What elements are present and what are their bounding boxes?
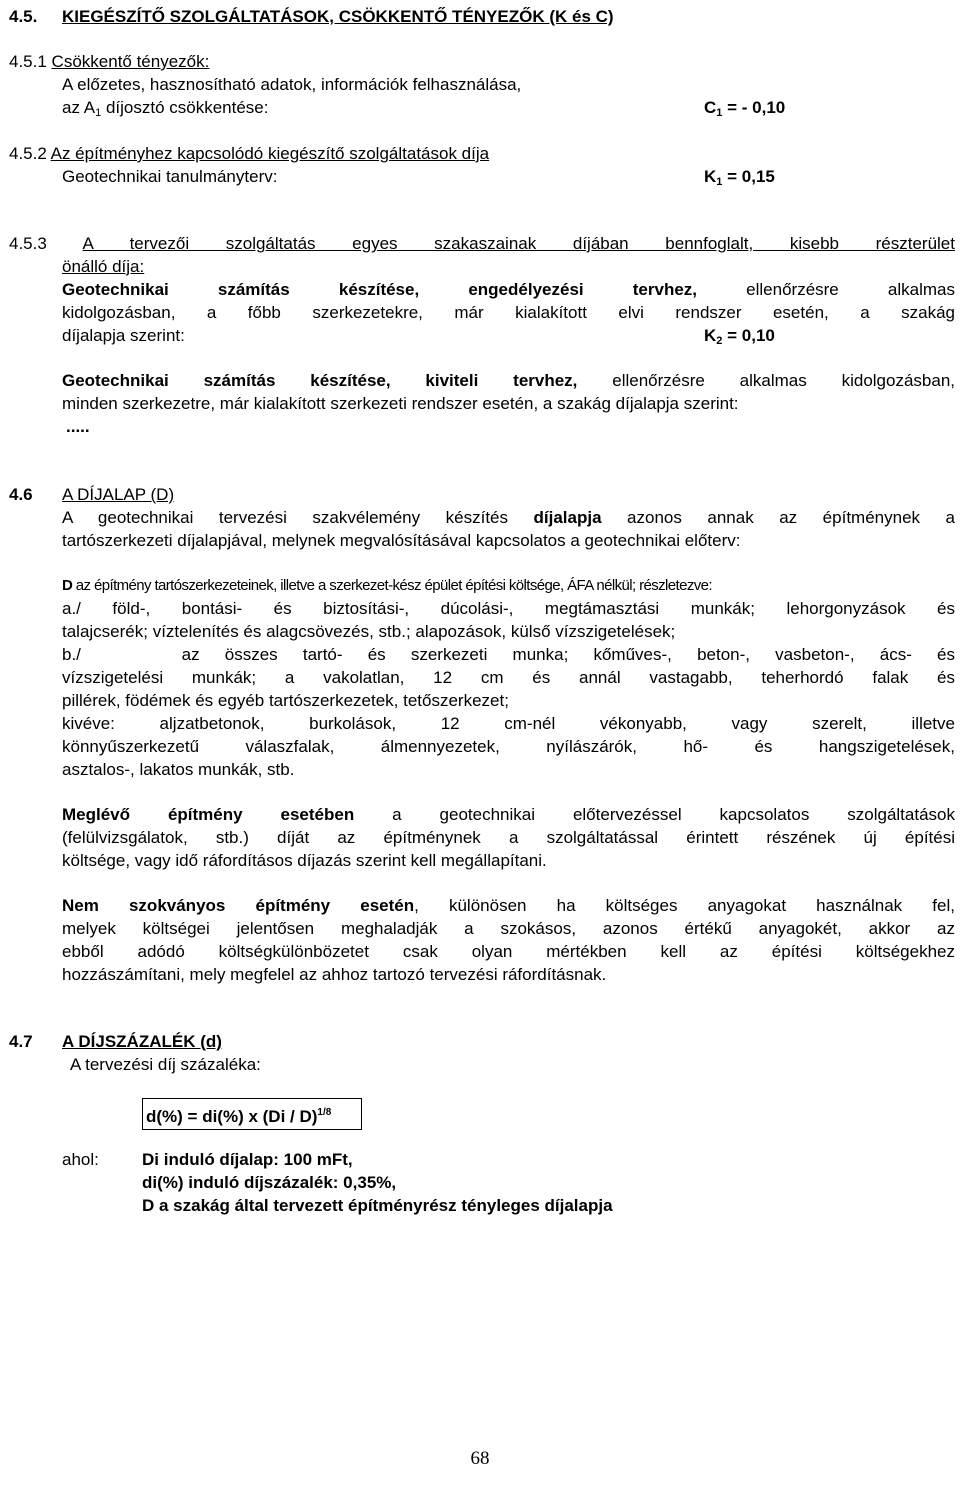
subsection-number: 4.5.2 [9, 144, 47, 163]
where-item: Di induló díjalap: 100 mFt, [142, 1150, 353, 1169]
bold-text: Geotechnikai számítás készítése, kiviteli tervhez, [62, 371, 578, 390]
factor-k2 [704, 325, 775, 352]
subsection-title: Csökkentő tényezők: [51, 52, 210, 71]
text: ellenőrzésre alkalmas kidolgozásban, [577, 371, 955, 390]
subsection-452 [9, 143, 489, 165]
text: K [704, 167, 717, 186]
list-item-cont: vízszigetelési munkák; a vakolatlan, 12 cm és annál vastagabb, teherhordó falak és [62, 668, 955, 687]
list-item-cont: könnyűszerkezetű válaszfalak, álmennyezetek, nyílászárók, hő- és hangszigetelések, [62, 737, 955, 756]
paragraph-line [62, 804, 955, 826]
subsection-number: 4.5.1 [9, 52, 47, 71]
subsection-title: A tervezői szolgáltatás egyes szakaszainak díjában bennfoglalt, kisebb részterület [82, 234, 955, 253]
text: , különösen ha költséges anyagokat használnak fel, [414, 896, 955, 915]
text: a geotechnikai előtervezéssel kapcsolatos szolgáltatások [354, 805, 955, 824]
section-heading: A DÍJALAP (D) [62, 485, 175, 504]
text: = 0,10 [722, 326, 775, 345]
text: az építmény tartószerkezeteinek, illetve a szerkezet-kész épület építési költsége, ÁFA nélkül; részletezve: [72, 577, 712, 594]
paragraph-line: minden szerkezetre, már kialakított szerkezeti rendszer esetén, a szakág díjalapja szerint: [62, 394, 739, 413]
page-number: 68 [470, 1448, 490, 1469]
paragraph-line: tartószerkezeti díjalapjával, melynek megvalósításával kapcsolatos a geotechnikai előterv: [62, 531, 741, 550]
paragraph-line: költsége, vagy idő ráfordításos díjazás szerint kell megállapítani. [62, 851, 547, 870]
paragraph-line: ebből adódó költségkülönbözetet csak olyan mértékben kell az építési költségekhez [62, 942, 955, 961]
formula-exponent: 1/8 [317, 1107, 332, 1118]
factor-k1 [704, 166, 775, 193]
subsection-number: 4.5.3 [9, 234, 47, 253]
subsection-title: Az építményhez kapcsolódó kiegészítő szolgáltatások díja [50, 144, 490, 163]
list-item-cont: asztalos-, lakatos munkák, stb. [62, 760, 295, 779]
list-item-cont: talajcserék; víztelenítés és alagcsövezés, stb.; alapozások, külső vízszigetelések; [62, 622, 676, 641]
text: = 0,15 [722, 167, 775, 186]
paragraph-line [62, 895, 955, 917]
section-number: 4.7 [9, 1032, 33, 1051]
subscript: 1 [716, 107, 723, 119]
paragraph-line: kidolgozásban, a főbb szerkezetekre, már kialakított elvi rendszer esetén, a szakág [62, 303, 955, 322]
bold-text: Geotechnikai számítás készítése, engedélyezési tervhez, [62, 280, 698, 299]
paragraph-line: A előzetes, hasznosítható adatok, információk felhasználása, [62, 75, 522, 94]
list-item-cont: pillérek, födémek és egyéb tartószerkezetek, tetőszerkezet; [62, 691, 509, 710]
text: díjosztó csökkentése: [101, 98, 269, 117]
formula [146, 1102, 331, 1128]
text: = - 0,10 [722, 98, 786, 117]
where-item: di(%) induló díjszázalék: 0,35%, [142, 1173, 397, 1192]
section-number: 4.6 [9, 485, 33, 504]
bold-text: Nem szokványos építmény esetén [62, 896, 415, 915]
paragraph-line [62, 507, 955, 529]
definition-line [62, 575, 712, 597]
paragraph-line: Geotechnikai tanulmányterv: [62, 167, 278, 186]
list-item: a./ föld-, bontási- és biztosítási-, dúcolási-, megtámasztási munkák; lehorgonyzások és [62, 599, 955, 618]
list-item: kivéve: aljzatbetonok, burkolások, 12 cm-nél vékonyabb, vagy szerelt, illetve [62, 714, 955, 733]
bold-text: díjalapja [533, 508, 602, 527]
paragraph-line [62, 370, 955, 392]
formula-main: d(%) = di(%) x (Di / D) [146, 1107, 318, 1126]
subscript: 1 [95, 107, 102, 119]
subsection-title-cont: önálló díja: [62, 257, 145, 276]
section-heading: KIEGÉSZÍTŐ SZOLGÁLTATÁSOK, CSÖKKENTŐ TÉNYEZŐK (K és C) [62, 7, 614, 26]
subsection-453 [9, 233, 955, 255]
paragraph-line: hozzászámítani, mely megfelel az ahhoz tartozó tervezési ráfordításnak. [62, 965, 607, 984]
paragraph-line: díjalapja szerint: [62, 326, 185, 345]
subsection-451 [9, 51, 209, 73]
paragraph-line [62, 279, 955, 301]
where-item: D a szakág által tervezett építményrész tényleges díjalapja [142, 1196, 613, 1215]
text: ellenőrzésre alkalmas [697, 280, 955, 299]
subscript: 1 [716, 176, 723, 188]
bold-text: D [62, 577, 73, 594]
text: az A [62, 98, 96, 117]
text: C [704, 98, 717, 117]
text: K [704, 326, 717, 345]
ellipsis: ..... [66, 417, 90, 436]
paragraph-line: melyek költségei jelentősen meghaladják a szokásos, azonos értékű anyagokét, akkor az [62, 919, 955, 938]
paragraph-line: (felülvizsgálatok, stb.) díját az építménynek a szolgáltatással érintett részének új építési [62, 828, 955, 847]
text: azonos annak az építménynek a [601, 508, 955, 527]
paragraph-line [62, 97, 268, 124]
section-number: 4.5. [9, 7, 38, 26]
list-item: b./ az összes tartó- és szerkezeti munka; kőműves-, beton-, vasbeton-, ács- és [62, 645, 955, 664]
section-heading: A DÍJSZÁZALÉK (d) [62, 1032, 222, 1051]
bold-text: Meglévő építmény esetében [62, 805, 355, 824]
paragraph-line: A tervezési díj százaléka: [70, 1055, 261, 1074]
subscript: 2 [716, 335, 723, 347]
text: A geotechnikai tervezési szakvélemény készítés [62, 508, 534, 527]
where-label: ahol: [62, 1150, 99, 1169]
factor-c1 [704, 97, 785, 124]
